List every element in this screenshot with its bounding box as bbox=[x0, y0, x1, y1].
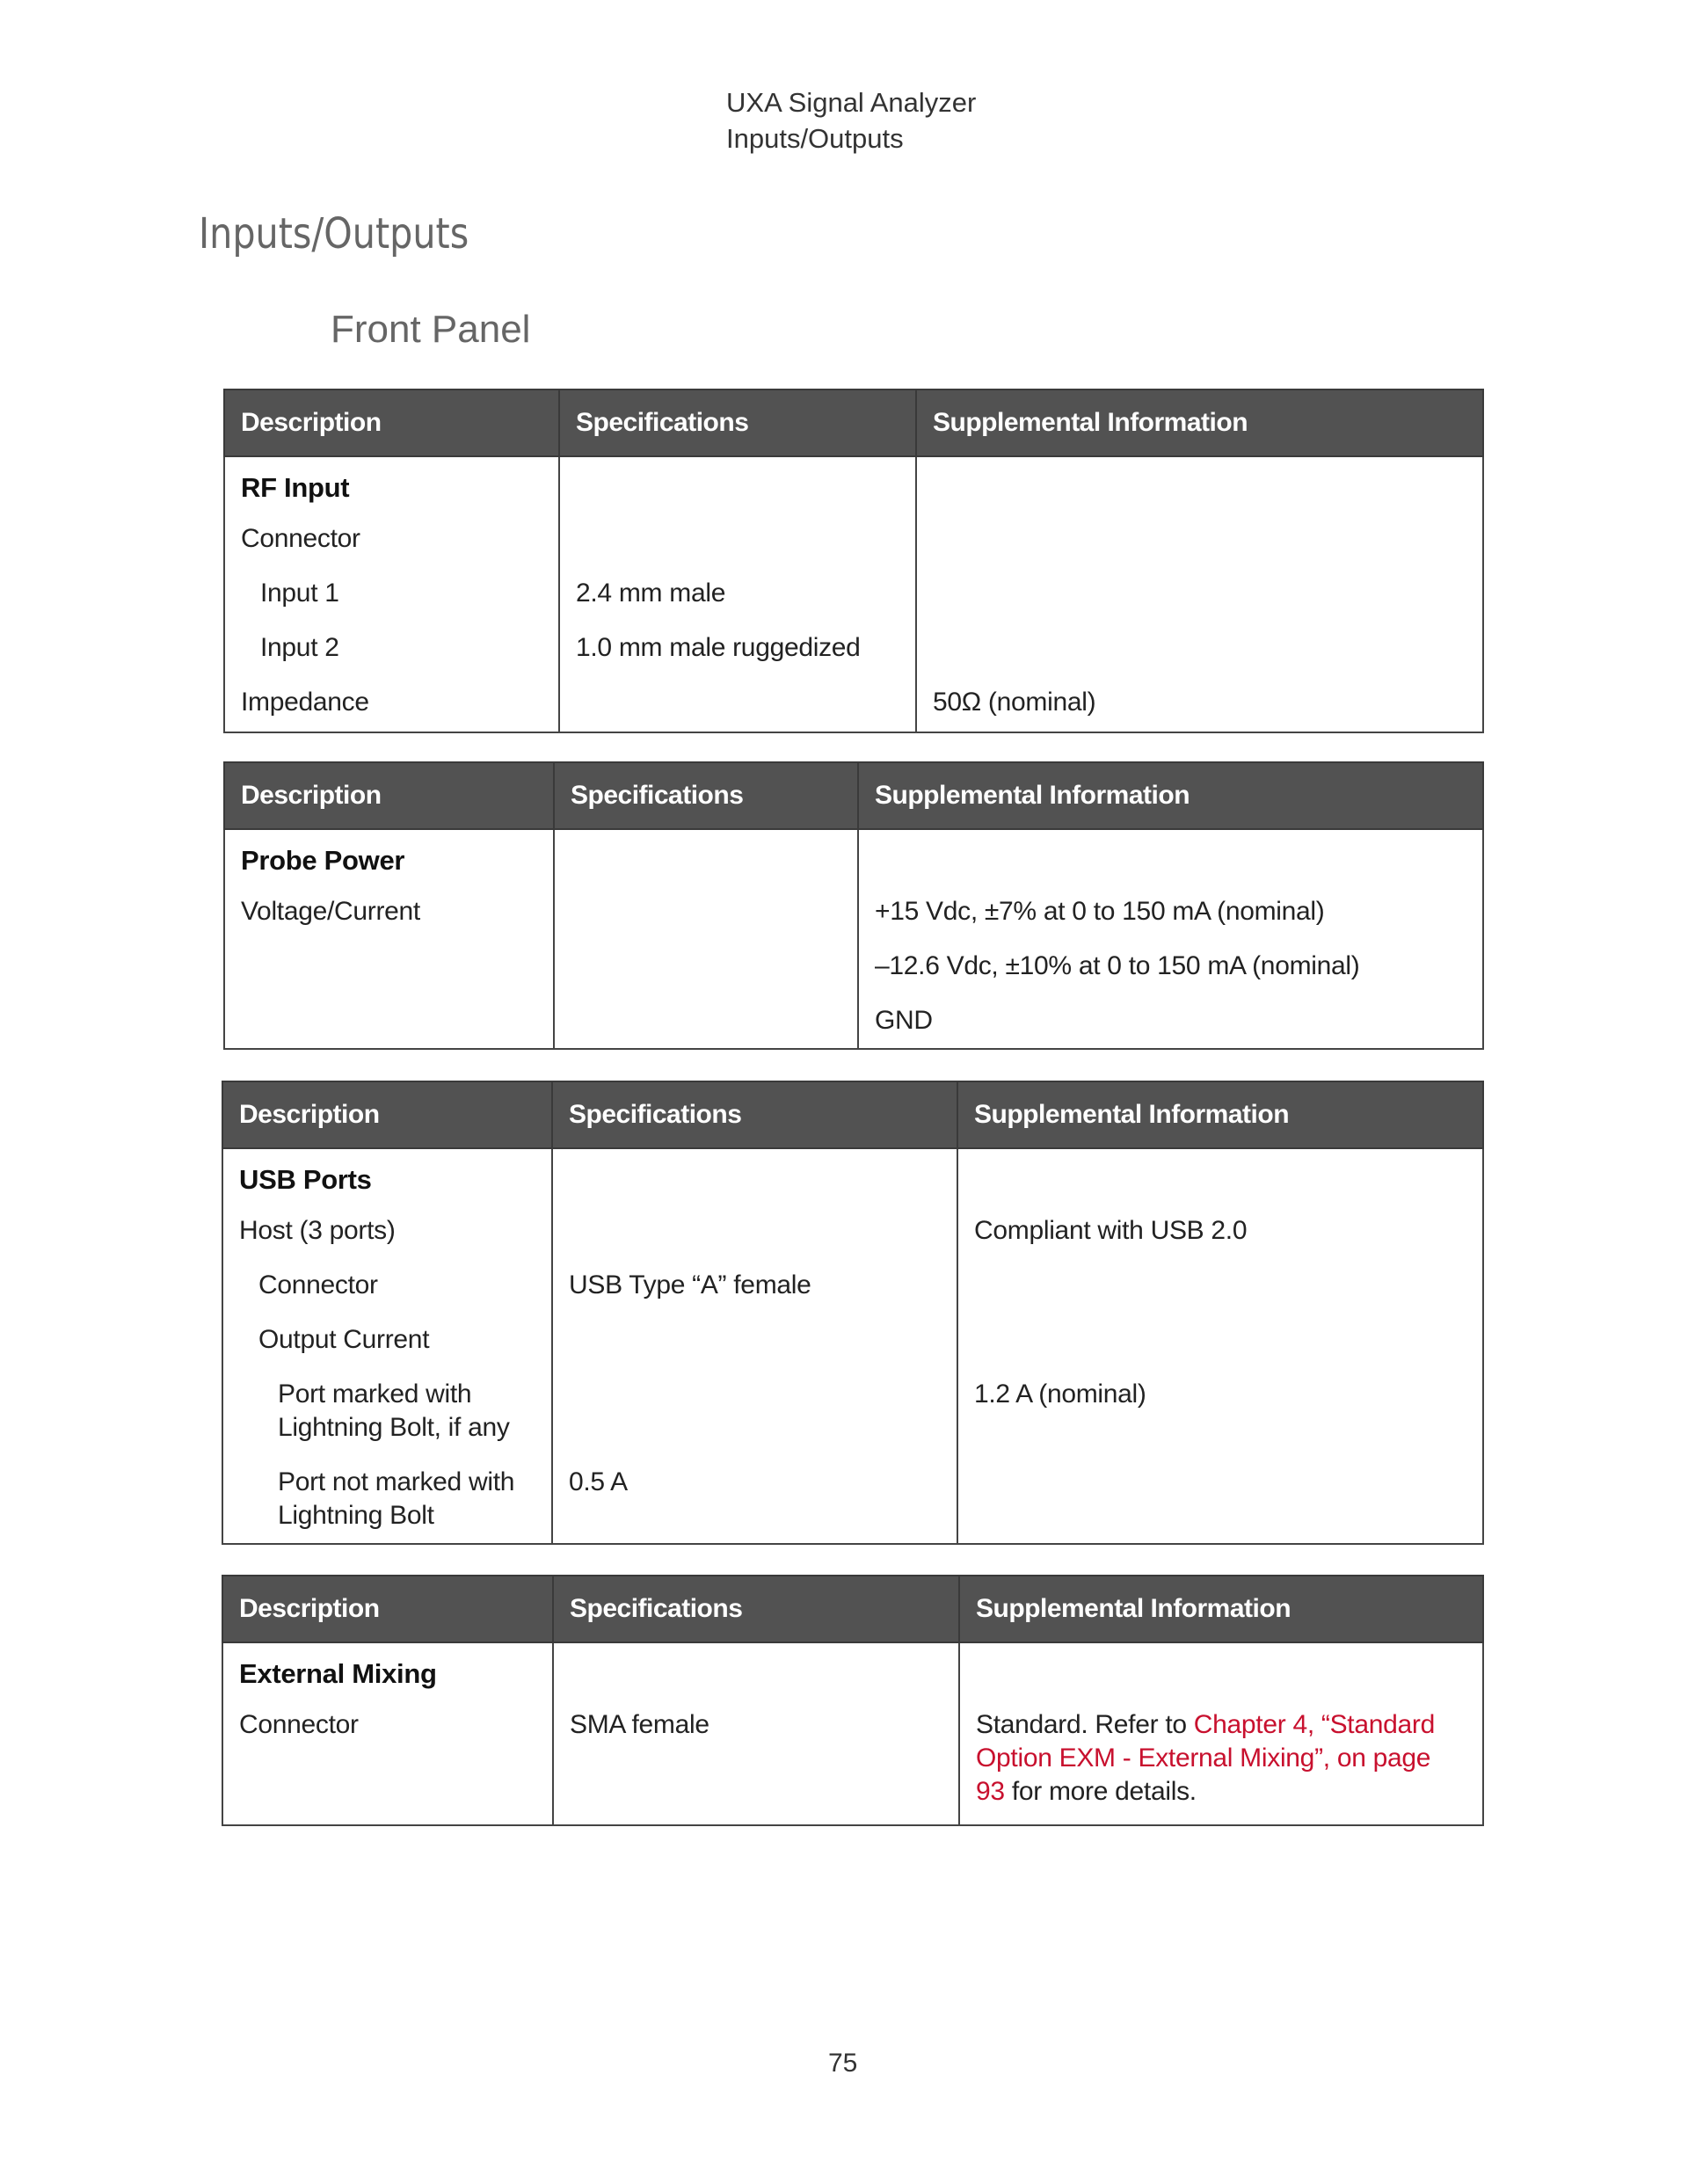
mixing-supplemental bbox=[960, 1698, 1482, 1824]
rf-input-title: RF Input bbox=[241, 472, 350, 503]
mixing-connector-spec: SMA female bbox=[570, 1710, 709, 1739]
input1-label: Input 1 bbox=[260, 579, 339, 608]
running-header-section: Inputs/Outputs bbox=[726, 123, 904, 154]
voltage-current-label: Voltage/Current bbox=[241, 897, 420, 926]
column-header-supplemental: Supplemental Information bbox=[916, 389, 1483, 456]
rf-input-table bbox=[223, 389, 1484, 733]
column-header-description: Description bbox=[222, 1081, 552, 1148]
page-number: 75 bbox=[828, 2049, 858, 2078]
lightning-port-supplemental: 1.2 A (nominal) bbox=[974, 1380, 1146, 1409]
probe-power-supp-negative: –12.6 Vdc, ±10% at 0 to 150 mA (nominal) bbox=[875, 951, 1360, 980]
lightning-port-label bbox=[223, 1367, 551, 1455]
specifications-cell bbox=[554, 829, 858, 1049]
mixing-supp-prefix: Standard. Refer to bbox=[976, 1710, 1194, 1739]
lightning-port-label-line1: Port marked with bbox=[278, 1380, 472, 1409]
output-current-label: Output Current bbox=[258, 1325, 430, 1354]
non-lightning-port-label bbox=[223, 1455, 551, 1543]
input1-spec: 2.4 mm male bbox=[576, 579, 726, 608]
supplemental-cell bbox=[957, 1148, 1483, 1544]
connector-label: Connector bbox=[241, 524, 360, 553]
section-title: Inputs/Outputs bbox=[199, 209, 469, 258]
non-lightning-port-label-line1: Port not marked with bbox=[278, 1467, 515, 1496]
mixing-connector-label: Connector bbox=[239, 1710, 359, 1739]
supplemental-cell bbox=[858, 829, 1483, 1049]
probe-power-table bbox=[223, 761, 1484, 1050]
description-cell bbox=[222, 1148, 552, 1544]
usb-connector-spec: USB Type “A” female bbox=[569, 1270, 811, 1299]
description-cell bbox=[224, 456, 559, 732]
description-cell bbox=[222, 1642, 553, 1825]
probe-power-title: Probe Power bbox=[241, 845, 405, 876]
impedance-supplemental: 50Ω (nominal) bbox=[933, 688, 1096, 717]
input2-spec: 1.0 mm male ruggedized bbox=[576, 633, 861, 662]
chapter-4-link-line2[interactable]: Option EXM - External Mixing”, on page bbox=[976, 1744, 1431, 1773]
column-header-supplemental: Supplemental Information bbox=[959, 1576, 1483, 1642]
input2-label: Input 2 bbox=[260, 633, 339, 662]
supplemental-cell bbox=[959, 1642, 1483, 1825]
chapter-4-link-line1[interactable]: Chapter 4, “Standard bbox=[1193, 1710, 1435, 1739]
column-header-supplemental: Supplemental Information bbox=[858, 762, 1483, 829]
specifications-cell bbox=[552, 1148, 957, 1544]
column-header-specifications: Specifications bbox=[553, 1576, 959, 1642]
column-header-description: Description bbox=[222, 1576, 553, 1642]
running-header-title: UXA Signal Analyzer bbox=[726, 87, 977, 118]
probe-power-supp-ground: GND bbox=[875, 1006, 933, 1035]
running-header bbox=[726, 84, 976, 157]
host-supplemental: Compliant with USB 2.0 bbox=[974, 1216, 1248, 1245]
lightning-port-label-line2: Lightning Bolt, if any bbox=[278, 1413, 510, 1442]
supplemental-cell bbox=[916, 456, 1483, 732]
probe-power-supp-positive: +15 Vdc, ±7% at 0 to 150 mA (nominal) bbox=[875, 897, 1325, 926]
host-label: Host (3 ports) bbox=[239, 1216, 396, 1245]
column-header-specifications: Specifications bbox=[552, 1081, 957, 1148]
specifications-cell bbox=[559, 456, 916, 732]
usb-ports-title: USB Ports bbox=[239, 1164, 372, 1195]
non-lightning-port-label-line2: Lightning Bolt bbox=[278, 1501, 434, 1530]
column-header-supplemental: Supplemental Information bbox=[957, 1081, 1483, 1148]
column-header-description: Description bbox=[224, 389, 559, 456]
impedance-label: Impedance bbox=[241, 688, 369, 717]
external-mixing-title: External Mixing bbox=[239, 1658, 437, 1689]
usb-ports-table bbox=[222, 1081, 1484, 1545]
description-cell bbox=[224, 829, 554, 1049]
subsection-title: Front Panel bbox=[331, 308, 531, 351]
specifications-cell bbox=[553, 1642, 959, 1825]
non-lightning-port-spec: 0.5 A bbox=[569, 1467, 628, 1496]
chapter-4-link-line3[interactable]: 93 bbox=[976, 1777, 1005, 1806]
column-header-description: Description bbox=[224, 762, 554, 829]
column-header-specifications: Specifications bbox=[559, 389, 916, 456]
external-mixing-table bbox=[222, 1575, 1484, 1826]
column-header-specifications: Specifications bbox=[554, 762, 858, 829]
mixing-supp-suffix: for more details. bbox=[1004, 1777, 1197, 1806]
usb-connector-label: Connector bbox=[258, 1270, 378, 1299]
